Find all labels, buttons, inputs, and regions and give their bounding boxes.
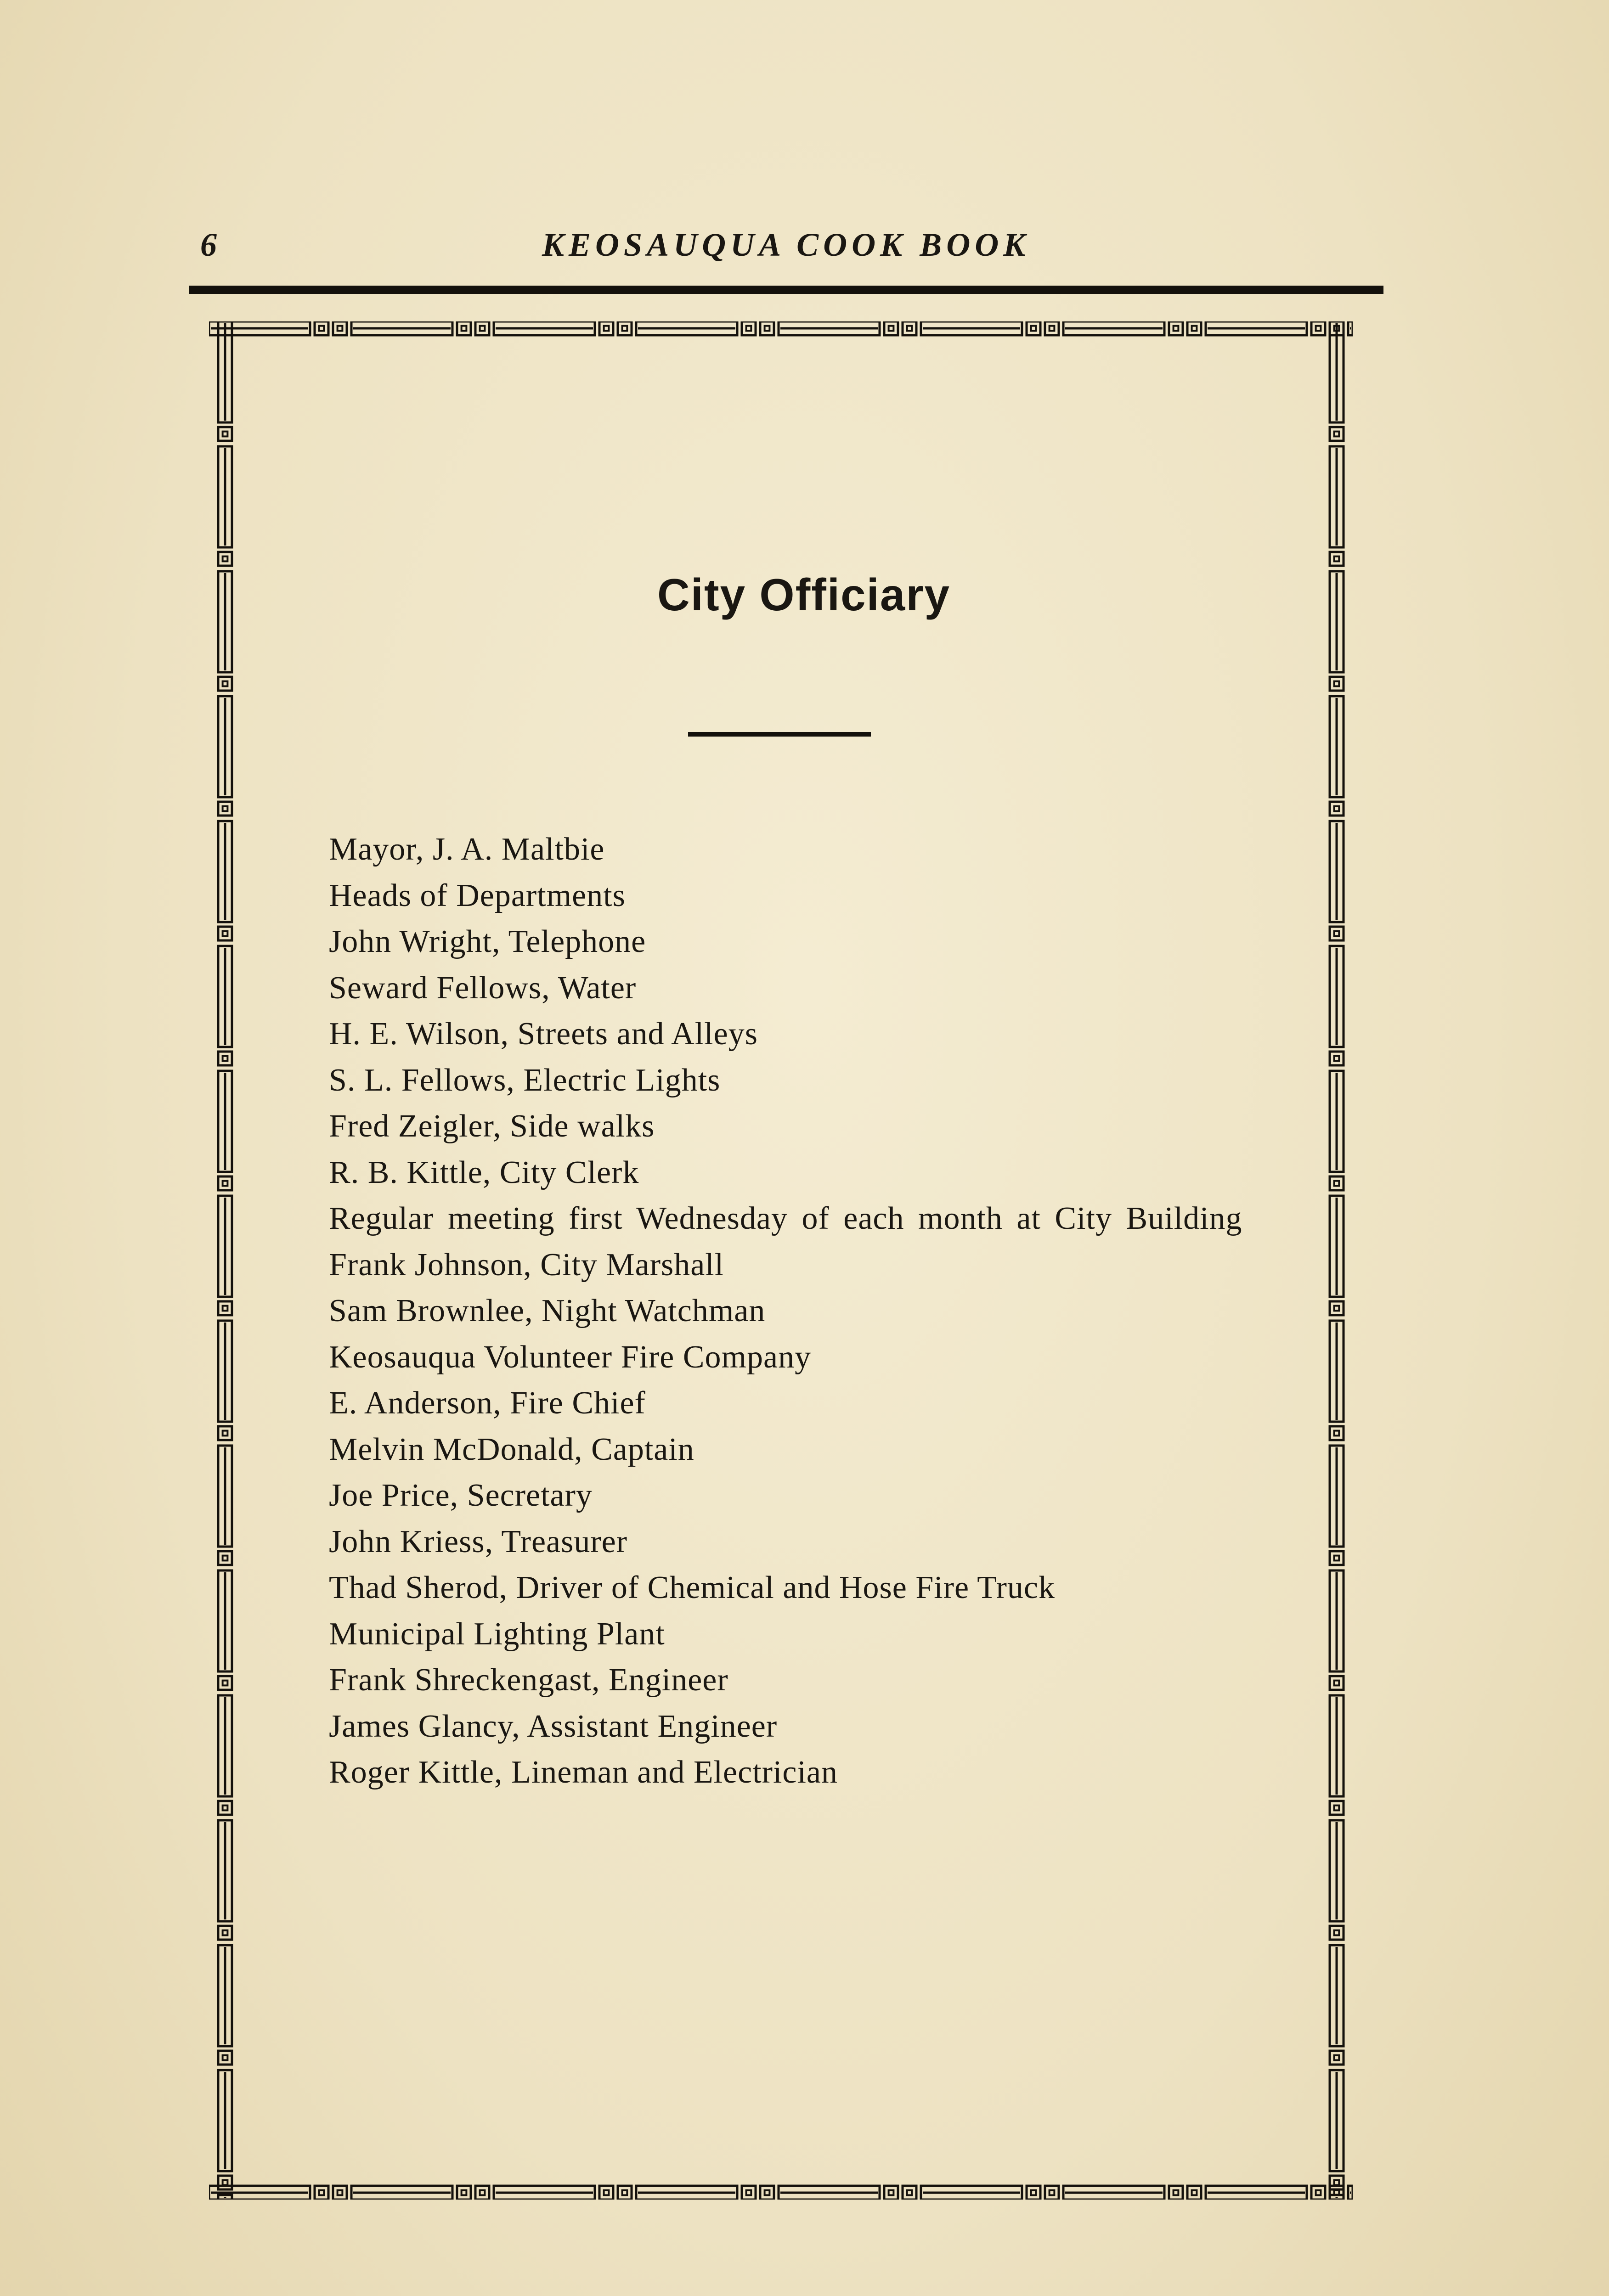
border-segment (1330, 927, 1344, 940)
border-segment (1334, 681, 1339, 687)
border-segment (760, 2186, 774, 2200)
border-segment (218, 677, 232, 691)
border-segment (1334, 806, 1339, 811)
border-segment (1031, 326, 1036, 331)
border-segment (223, 931, 228, 936)
border-segment (218, 1926, 232, 1940)
border-segment (1330, 1426, 1344, 1440)
border-segment (1330, 802, 1344, 816)
border-segment (462, 2190, 467, 2195)
border-segment (1027, 321, 1040, 335)
border-segment (223, 432, 228, 437)
border-segment (223, 806, 228, 811)
official-entry: James Glancy, Assistant Engineer (329, 1708, 778, 1744)
page-number: 6 (200, 226, 217, 263)
border-segment (319, 2190, 324, 2195)
border-segment (480, 326, 485, 331)
border-segment (1045, 2186, 1059, 2200)
official-entry: John Wright, Telephone (329, 924, 646, 959)
border-segment (218, 1176, 232, 1190)
border-segment (1192, 326, 1197, 331)
border-segment (1334, 2055, 1339, 2060)
border-segment (1330, 1801, 1344, 1815)
border-segment (907, 326, 912, 331)
official-entry: Municipal Lighting Plant (329, 1616, 665, 1652)
official-entry: Sam Brownlee, Night Watchman (329, 1293, 766, 1328)
border-segment (223, 2055, 228, 2060)
border-segment (1316, 2190, 1321, 2195)
border-segment (1334, 1431, 1339, 1436)
border-segment (765, 326, 770, 331)
official-entry: E. Anderson, Fire Chief (329, 1385, 646, 1421)
official-entry: R. B. Kittle, City Clerk (329, 1154, 639, 1190)
border-segment (1334, 1306, 1339, 1311)
border-segment (223, 1556, 228, 1561)
official-entry: H. E. Wilson, Streets and Alleys (329, 1016, 758, 1052)
border-segment (760, 321, 774, 335)
border-segment (1330, 677, 1344, 691)
border-segment (223, 681, 228, 687)
running-header: KEOSAUQUA COOK BOOK (542, 226, 1030, 263)
border-segment (1027, 2186, 1040, 2200)
official-entry: Mayor, J. A. Maltbie (329, 832, 605, 867)
border-segment (907, 2190, 912, 2195)
border-segment (1311, 2186, 1325, 2200)
border-segment (1050, 2190, 1055, 2195)
border-segment (1330, 1052, 1344, 1065)
border-segment (622, 326, 627, 331)
section-title: City Officiary (657, 569, 950, 620)
border-segment (1334, 1806, 1339, 1811)
border-segment (223, 1056, 228, 1061)
border-segment (218, 1801, 232, 1815)
border-segment (218, 802, 232, 816)
border-segment (1174, 2190, 1179, 2195)
border-segment (223, 557, 228, 562)
border-segment (1330, 1551, 1344, 1565)
border-segment (1330, 552, 1344, 566)
border-segment (903, 2186, 916, 2200)
border-segment (599, 321, 613, 335)
border-segment (338, 2190, 343, 2195)
official-entry: Roger Kittle, Lineman and Electrician (329, 1755, 838, 1790)
border-segment (903, 321, 916, 335)
border-segment (218, 927, 232, 940)
border-segment (218, 1551, 232, 1565)
border-segment (319, 326, 324, 331)
official-entry: Fred Zeigler, Side walks (329, 1109, 655, 1144)
border-segment (223, 2180, 228, 2185)
border-segment (1169, 2186, 1183, 2200)
official-entry: Frank Shreckengast, Engineer (329, 1662, 728, 1698)
official-entry: Heads of Departments (329, 878, 626, 913)
title-rule (688, 732, 871, 737)
border-segment (746, 326, 751, 331)
border-segment (1187, 321, 1201, 335)
border-segment (884, 2186, 898, 2200)
border-segment (462, 326, 467, 331)
border-segment (746, 2190, 751, 2195)
border-segment (333, 321, 347, 335)
border-segment (223, 1431, 228, 1436)
border-segment (1330, 1676, 1344, 1690)
official-entry: Joe Price, Secretary (329, 1478, 593, 1513)
border-segment (223, 1181, 228, 1186)
border-segment (218, 552, 232, 566)
border-segment (889, 2190, 894, 2195)
border-segment (604, 326, 609, 331)
border-segment (1169, 321, 1183, 335)
border-segment (218, 1301, 232, 1315)
border-segment (315, 321, 328, 335)
border-segment (1045, 321, 1059, 335)
official-entry: S. L. Fellows, Electric Lights (329, 1062, 721, 1098)
border-segment (1174, 326, 1179, 331)
border-segment (1334, 931, 1339, 936)
border-segment (1330, 427, 1344, 441)
border-segment (1316, 326, 1321, 331)
header-rule (189, 286, 1383, 294)
official-entry: John Kriess, Treasurer (329, 1524, 628, 1559)
official-entry: Frank Johnson, City Marshall (329, 1247, 724, 1283)
border-segment (1031, 2190, 1036, 2195)
border-segment (884, 321, 898, 335)
border-segment (475, 321, 489, 335)
border-segment (1330, 1176, 1344, 1190)
border-segment (218, 1052, 232, 1065)
border-segment (1330, 1926, 1344, 1940)
border-segment (599, 2186, 613, 2200)
border-segment (1192, 2190, 1197, 2195)
border-segment (742, 321, 756, 335)
border-segment (223, 1681, 228, 1686)
border-segment (218, 1676, 232, 1690)
border-segment (457, 321, 471, 335)
border-segment (1334, 1181, 1339, 1186)
official-entry: Keosauqua Volunteer Fire Company (329, 1339, 812, 1375)
border-segment (1334, 432, 1339, 437)
border-segment (1187, 2186, 1201, 2200)
border-segment (889, 326, 894, 331)
border-segment (618, 2186, 632, 2200)
border-segment (333, 2186, 347, 2200)
official-entry: Melvin McDonald, Captain (329, 1431, 694, 1467)
border-segment (1334, 2180, 1339, 2185)
border-segment (475, 2186, 489, 2200)
border-segment (1330, 2176, 1344, 2189)
official-entry: Regular meeting first Wednesday of each month at City Building (329, 1201, 1242, 1236)
border-segment (1050, 326, 1055, 331)
border-segment (218, 1426, 232, 1440)
border-segment (1330, 2051, 1344, 2065)
officials-list (329, 827, 1266, 1796)
border-segment (1334, 1556, 1339, 1561)
border-segment (457, 2186, 471, 2200)
border-segment (223, 1306, 228, 1311)
border-segment (218, 427, 232, 441)
border-segment (618, 321, 632, 335)
border-segment (338, 326, 343, 331)
border-segment (1330, 1301, 1344, 1315)
border-segment (604, 2190, 609, 2195)
border-segment (742, 2186, 756, 2200)
border-segment (1334, 557, 1339, 562)
border-segment (1334, 1681, 1339, 1686)
border-segment (218, 2051, 232, 2065)
border-segment (218, 2176, 232, 2189)
border-segment (765, 2190, 770, 2195)
border-segment (315, 2186, 328, 2200)
border-segment (1334, 1930, 1339, 1936)
border-segment (223, 1806, 228, 1811)
border-segment (622, 2190, 627, 2195)
official-entry: Thad Sherod, Driver of Chemical and Hose Fire Truck (329, 1570, 1055, 1605)
border-segment (1311, 321, 1325, 335)
border-segment (223, 1930, 228, 1936)
border-segment (480, 2190, 485, 2195)
official-entry: Seward Fellows, Water (329, 970, 637, 1006)
border-segment (1334, 1056, 1339, 1061)
